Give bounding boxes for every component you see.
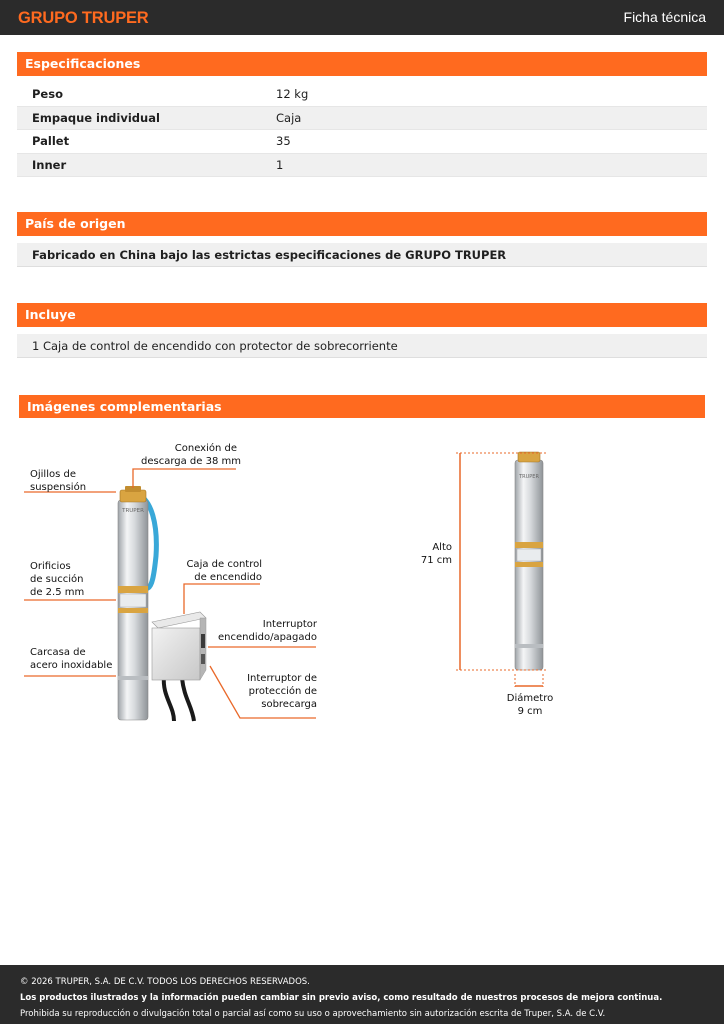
brand-logo: GRUPO TRUPER xyxy=(18,9,149,27)
spec-table xyxy=(17,83,707,177)
pump-diagram xyxy=(24,436,344,726)
footer-prohibition: Prohibida su reproducción o divulgación total o parcial así como su uso o aprovechamiento sin autorización escrita de Truper, S.A. de C.V. xyxy=(20,1009,606,1019)
spec-value: 35 xyxy=(276,134,291,149)
spec-row-inner xyxy=(17,154,707,178)
spec-label: Peso xyxy=(32,87,63,102)
spec-row-peso xyxy=(17,83,707,107)
spec-label: Pallet xyxy=(32,134,70,149)
callout-orificios-succion: Orificios de succión de 2.5 mm xyxy=(30,561,85,598)
spec-value: 1 xyxy=(276,157,284,172)
pump-dimensions-illustration xyxy=(418,446,568,724)
callout-interruptor-encendido: Interruptor encendido/apagado xyxy=(218,619,317,643)
footer-notice: Los productos ilustrados y la información pueden cambiar sin previo aviso, como resultado de nuestros procesos de mejora continua. xyxy=(20,993,663,1003)
includes-text: 1 Caja de control de encendido con protector de sobrecorriente xyxy=(17,334,707,358)
footer xyxy=(0,965,724,1024)
spec-label: Empaque individual xyxy=(32,110,160,125)
spec-value: 12 kg xyxy=(276,87,309,102)
section-header-incluye: Incluye xyxy=(17,303,707,327)
section-header-imagenes: Imágenes complementarias xyxy=(19,395,705,418)
callout-carcasa-acero: Carcasa de acero inoxidable xyxy=(30,647,113,671)
callout-conexion-descarga: Conexión de descarga de 38 mm xyxy=(141,443,241,467)
pump-brand-label: TRUPER xyxy=(122,508,144,514)
callout-caja-control: Caja de control de encendido xyxy=(186,559,262,583)
pump-dimensions-diagram xyxy=(418,446,568,724)
section-header-especificaciones: Especificaciones xyxy=(17,52,707,76)
dimension-alto: Alto 71 cm xyxy=(420,542,452,566)
dimension-diametro: Diámetro 9 cm xyxy=(506,693,554,717)
spec-value: Caja xyxy=(276,110,302,125)
section-header-pais-de-origen: País de origen xyxy=(17,212,707,236)
callout-proteccion-sobrecarga: Interruptor de protección de sobrecarga xyxy=(247,673,317,710)
spec-label: Inner xyxy=(32,157,67,172)
spec-row-pallet xyxy=(17,130,707,154)
footer-copyright: © 2026 TRUPER, S.A. DE C.V. TODOS LOS DERECHOS RESERVADOS. xyxy=(20,977,310,987)
document-type: Ficha técnica xyxy=(623,9,706,25)
top-bar xyxy=(0,0,724,35)
pump-brand-label: TRUPER xyxy=(519,474,539,480)
callout-ojillos-suspension: Ojillos de suspensión xyxy=(30,469,87,493)
spec-row-empaque xyxy=(17,107,707,131)
origin-text: Fabricado en China bajo las estrictas especificaciones de GRUPO TRUPER xyxy=(17,243,707,267)
